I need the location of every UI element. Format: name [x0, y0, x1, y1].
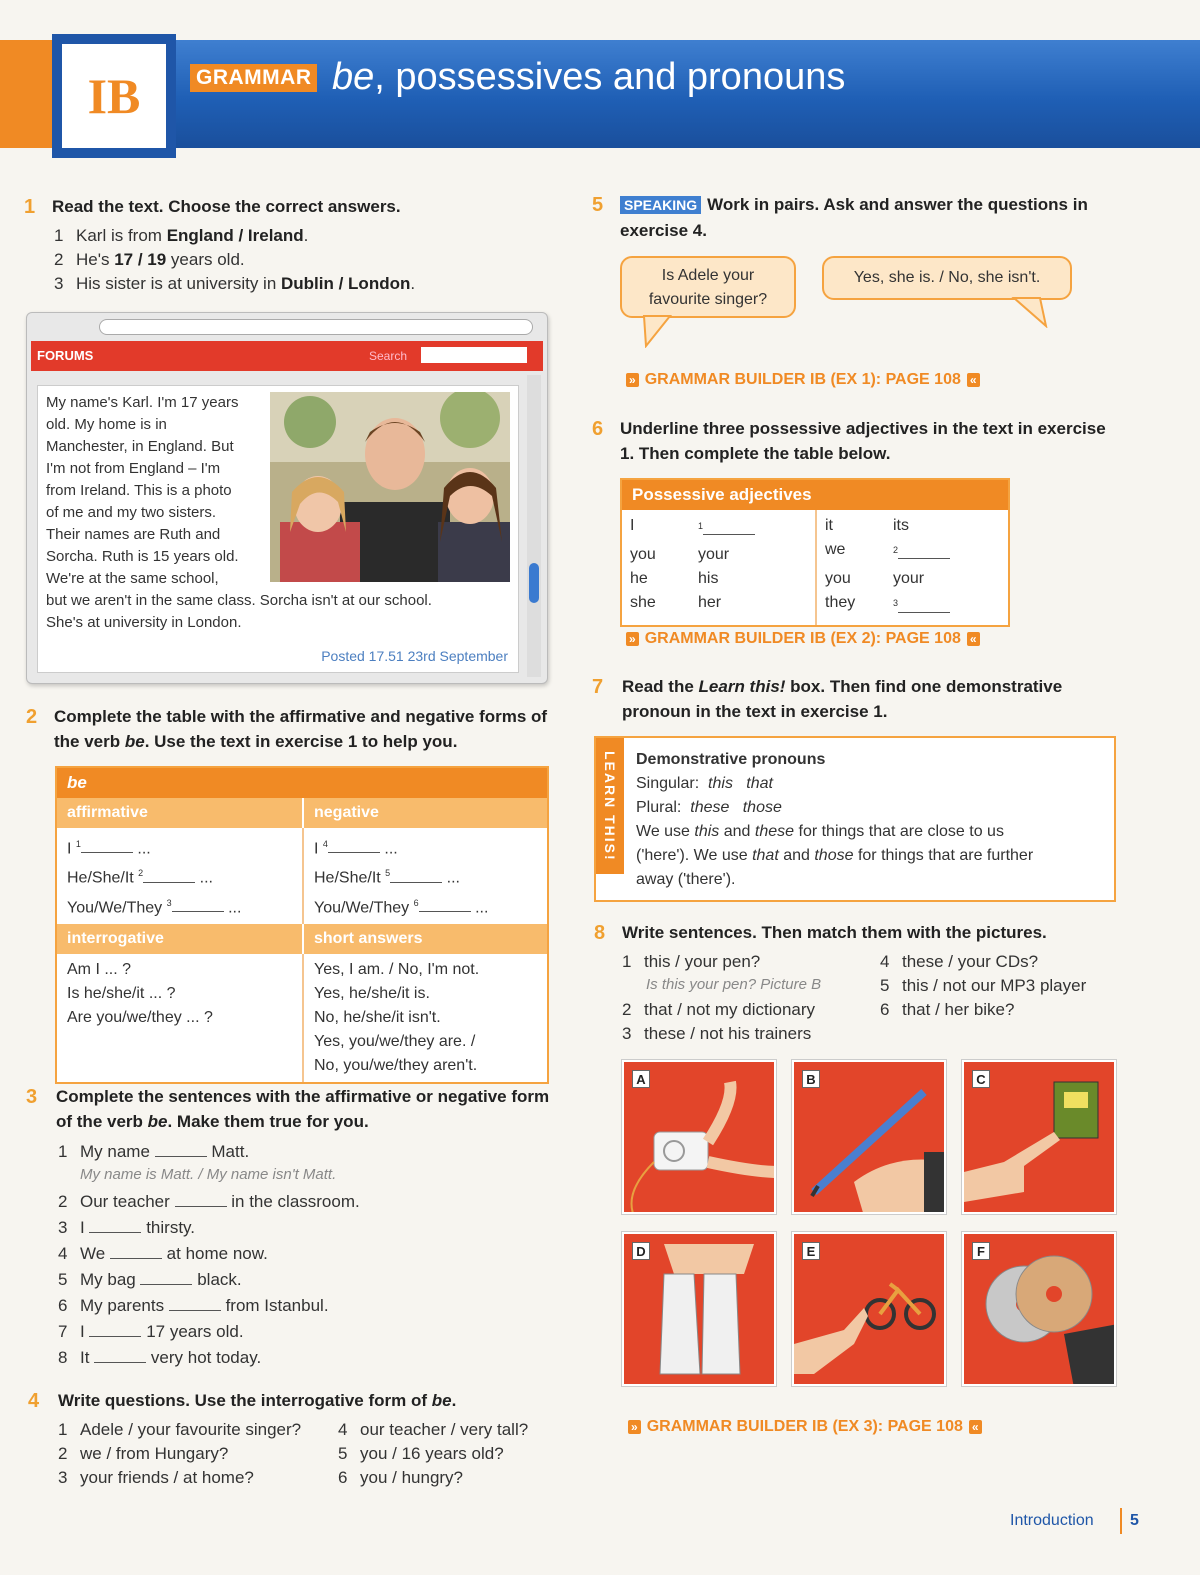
exercise-3-instruction: Complete the sentences with the affirmative or negative form of the verb be. Make them true for you. [56, 1087, 550, 1131]
list-item: 1 this / your pen? [622, 952, 761, 971]
arrow-left-icon: « [969, 1420, 982, 1434]
list-item: 3 your friends / at home? [58, 1468, 254, 1487]
list-item: 4 these / your CDs? [880, 952, 1039, 971]
forums-label: FORUMS [37, 348, 94, 363]
search-input[interactable] [421, 347, 527, 363]
list-item: 5 you / 16 years old? [338, 1444, 504, 1463]
be-table [55, 766, 549, 1084]
exercise-number: 1 [24, 196, 36, 218]
exercise-number: 4 [28, 1390, 40, 1412]
speech-bubble-answer: Yes, she is. / No, she isn't. [822, 256, 1072, 300]
exercise-number: 3 [26, 1086, 38, 1108]
table-row: you your [825, 570, 925, 588]
picture-c: C [962, 1060, 1116, 1214]
picture-e: E [792, 1232, 946, 1386]
exercise-number: 6 [592, 418, 604, 440]
list-item: 6 that / her bike? [880, 1000, 1015, 1019]
example-answer: Is this your pen? Picture B [646, 976, 822, 993]
list-item: 3 His sister is at university in Dublin / London. [54, 274, 416, 293]
arrow-left-icon: « [967, 373, 980, 387]
picture-f: F [962, 1232, 1116, 1386]
list-item: 5 this / not our MP3 player [880, 976, 1087, 995]
arrow-right-icon: » [626, 373, 639, 387]
exercise-1-instruction: Read the text. Choose the correct answers. [52, 197, 401, 216]
table-row: she her [630, 594, 722, 612]
list-item: 1 Karl is from England / Ireland. [54, 226, 309, 245]
possessive-adjectives-table [620, 478, 1010, 627]
address-bar[interactable] [99, 319, 533, 335]
table-subheader: affirmative negative [57, 798, 547, 828]
arrow-right-icon: » [626, 632, 639, 646]
table-row: they $^3$ [825, 591, 1000, 620]
example-answer: My name is Matt. / My name isn't Matt. [80, 1166, 337, 1183]
picture-d: D [622, 1232, 776, 1386]
picture-b: B [792, 1060, 946, 1214]
list-item: 8 It very hot today. [58, 1348, 262, 1367]
bubble-tail-icon [1010, 296, 1050, 328]
exercise-2-instruction: Complete the table with the affirmative and negative forms of the verb be. Use the text in exercise 1 to help you. [54, 707, 548, 751]
list-item: 5 My bag black. [58, 1270, 242, 1289]
exercise-7-instruction: Read the Learn this! box. Then find one demonstrative pronoun in the text in exercise 1. [622, 677, 1063, 721]
exercise-6-instruction: Underline three possessive adjectives in the text in exercise 1. Then complete the table below. [620, 419, 1106, 463]
arrow-right-icon: » [628, 1420, 641, 1434]
exercise-number: 2 [26, 706, 38, 728]
list-item: 1 Adele / your favourite singer? [58, 1420, 302, 1439]
footer-section-label: Introduction [1010, 1512, 1094, 1529]
list-item: 6 you / hungry? [338, 1468, 464, 1487]
speaking-tag: SPEAKING [620, 196, 701, 214]
forum-toolbar [31, 341, 543, 371]
learn-this-label: LEARN THIS! [596, 738, 624, 874]
exercise-number: 5 [592, 194, 604, 216]
list-item: 2 we / from Hungary? [58, 1444, 229, 1463]
list-item: 1 My name Matt. [58, 1142, 250, 1161]
list-item: 6 My parents from Istanbul. [58, 1296, 329, 1315]
learn-this-content: Demonstrative pronouns Singular: this that Plural: these those We use this and these for things that are close to us ('here'). We use that and those for things that are further away ('there'). [636, 751, 1034, 888]
unit-code: IB [62, 44, 166, 148]
search-label: Search [369, 349, 408, 363]
table-row: it its [825, 517, 909, 534]
table-row: I $^1$ [630, 514, 807, 543]
scrollbar-thumb[interactable] [529, 563, 539, 603]
list-item: 7 I 17 years old. [58, 1322, 244, 1341]
grammar-tag: GRAMMAR [190, 64, 317, 92]
scrollbar[interactable] [527, 375, 541, 677]
grammar-builder-link[interactable]: » GRAMMAR BUILDER IB (EX 3): PAGE 108 « [622, 1418, 988, 1436]
footer-divider [1120, 1508, 1122, 1534]
list-item: 2 that / not my dictionary [622, 1000, 816, 1019]
exercise-number: 8 [594, 922, 606, 944]
table-title: Possessive adjectives [622, 480, 1008, 510]
list-item: 4 our teacher / very tall? [338, 1420, 529, 1439]
exercise-8-instruction: Write sentences. Then match them with the pictures. [622, 923, 1047, 942]
page-number: 5 [1130, 1512, 1139, 1529]
arrow-left-icon: « [967, 632, 980, 646]
list-item: 3 these / not his trainers [622, 1024, 812, 1043]
list-item: 4 We at home now. [58, 1244, 268, 1263]
page-title: be, possessives and pronouns [332, 56, 846, 98]
table-subheader: interrogative short answers [57, 924, 547, 954]
table-row: you your [630, 546, 730, 564]
post-text: My name's Karl. I'm 17 years old. My home is in Manchester, in England. But I'm not from England – I'm from Ireland. This is a photo of me and my two sisters. Their names are Ruth and Sorcha. Ruth is 15 years old. We're at the same school, but we aren't in the same class. Sorcha isn't at our school. She's at university in London. [46, 394, 432, 631]
header-orange-strip [0, 40, 60, 148]
unit-badge [52, 34, 176, 158]
grammar-builder-link[interactable]: » GRAMMAR BUILDER IB (EX 1): PAGE 108 « [620, 371, 986, 389]
exercise-number: 7 [592, 676, 604, 698]
list-item: 2 He's 17 / 19 years old. [54, 250, 245, 269]
table-row: we $^2$ [825, 538, 1000, 567]
table-row: he his [630, 570, 719, 588]
post-timestamp: Posted 17.51 23rd September [321, 648, 508, 664]
bubble-tail-icon [640, 314, 680, 348]
exercise-4-instruction: Write questions. Use the interrogative form of be. [58, 1391, 457, 1410]
family-photo [270, 392, 510, 582]
table-title: be [57, 768, 547, 798]
table-row: I $^1$ ... He/She/It $^2$ ... You/We/They $^3$ ... I $^4$ ... He/She/It $^5$ ... You/We/They $^6$ ... [57, 828, 547, 924]
list-item: 2 Our teacher in the classroom. [58, 1192, 360, 1211]
list-item: 3 I thirsty. [58, 1218, 196, 1237]
forum-post [37, 385, 519, 673]
forum-window [26, 312, 548, 684]
speech-bubble-question: Is Adele your favourite singer? [620, 256, 796, 318]
grammar-builder-link[interactable]: » GRAMMAR BUILDER IB (EX 2): PAGE 108 « [620, 630, 986, 648]
exercise-5-instruction: SPEAKING Work in pairs. Ask and answer the questions in exercise 4. [620, 195, 1088, 240]
table-row: Am I ... ? Is he/she/it ... ? Are you/we/they ... ? Yes, I am. / No, I'm not. Yes, he/she/it is. No, he/she/it isn't. Yes, you/we/they are. / No, you/we/they aren't. [57, 954, 547, 1082]
picture-a: A [622, 1060, 776, 1214]
learn-this-box [594, 736, 1116, 902]
